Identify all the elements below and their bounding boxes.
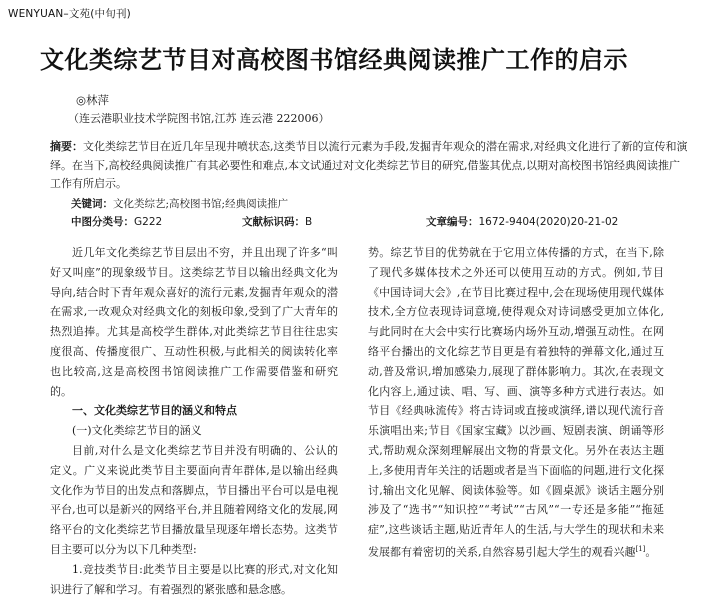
features-text-end: 。 (645, 545, 657, 559)
clc-label: 中图分类号： (71, 216, 134, 228)
body-column-right (368, 243, 664, 562)
definition-paragraph: 目前,对什么是文化类综艺节目并没有明确的、公认的定义。广义来说此类节目主要面向青年群体,是以输出经典文化作为节目的出发点和落脚点，节目播出平台可以是电视平台,也可以是新兴的网络平台,并且随着网络文化的发展,网络平台的文化类综艺节目播放量呈现逐年增长态势。这类节目主要可以分为以下几种类型: (50, 443, 338, 556)
doc-code-label: 文献标识码： (242, 216, 305, 228)
clc-number (71, 214, 162, 229)
type-paragraph: 1.竞技类节目:此类节目主要是以比赛的形式,对文化知识进行了解和学习。有着强烈的紧张感和悬念感。 (50, 562, 338, 596)
features-paragraph (368, 243, 664, 562)
abstract (50, 138, 690, 194)
intro-paragraph: 近几年文化类综艺节目层出不穷，并且出现了许多“叫好又叫座”的现象级节目。这类综艺节目以输出经典文化为导向,结合时下青年观众喜好的流行元素,发掘青年观众的潜在需求,一改观众对经典文化的刻板印象,受到了广大青年的热烈追捧。尤其是高校学生群体,对此类综艺节目往往忠实度很高、传播度很广、互动性积极,与此相关的阅读转化率也比较高,这是高校图书馆阅读推广工作需要借鉴和研究的。 (50, 246, 338, 398)
doc-code-value: B (305, 216, 313, 228)
subsection-heading: (一)文化类综艺节目的涵义 (72, 424, 202, 438)
article-number (426, 214, 618, 229)
citation-marker: [1] (635, 544, 646, 553)
article-title: 文化类综艺节目对高校图书馆经典阅读推广工作的启示 (40, 46, 628, 74)
article-no-label: 文章编号： (426, 216, 479, 228)
journal-header: WENYUAN–文苑(中旬刊) (8, 8, 131, 20)
keywords (71, 196, 288, 211)
document-code (242, 214, 312, 229)
article-no-value: 1672-9404(2020)20-21-02 (478, 216, 619, 228)
keywords-text: 文化类综艺;高校图书馆;经典阅读推广 (113, 198, 289, 210)
features-text: 势。综艺节目的优势就在于它用立体传播的方式，在当下,除了现代多媒体技术之外还可以使用互动的方式。例如,节目《中国诗词大会》,在节目比赛过程中,会在现场使用现代媒体技术,全方位表现诗词意境,使得观众对诗词感受更加立体化,与此同时在大会中实行比赛场内场外互动,增强互动性。在网络平台播出的文化综艺节目更是有着独特的弹幕文化,通过互动,普及常识,增加感染力,展现了群体影响力。其次,在表现文化内容上,通过读、唱、写、画、演等多种方式进行表达。如节目《经典咏流传》将古诗词或直接或演绎,谱以现代流行音乐演唱出来;节目《国家宝藏》以沙画、短剧表演、朗诵等形式,帮助观众深刻理解展出文物的背景文化。另外在表达主题上,多使用青年关注的话题或者是当下面临的问题,进行文化探讨,输出文化见解、阅读体验等。如《圆桌派》谈话主题分别涉及了“选书”“知识控”“考试”“古风”“一专还是多能”“拖延症”,这些谈话主题,贴近青年人的生活,与大学生的现状和未来发展都有着密切的关系,自然容易引起大学生的观看兴趣 (368, 246, 664, 559)
author-affiliation: （连云港职业技术学院图书馆,江苏 连云港 222006） (68, 112, 330, 125)
abstract-text: 文化类综艺节目在近几年呈现井喷状态,这类节目以流行元素为手段,发掘青年观众的潜在需求,对经典文化进行了新的宣传和演绎。在当下,高校经典阅读推广有其必要性和难点,本文试通过对文化类综艺节目的研究,借鉴其优点,以期对高校图书馆经典阅读推广工作有所启示。 (50, 140, 688, 190)
keywords-label: 关键词： (71, 198, 113, 210)
article-author: ◎林萍 (76, 93, 110, 107)
clc-value: G222 (134, 216, 163, 228)
abstract-label: 摘要： (50, 140, 83, 153)
body-column-left (50, 243, 338, 599)
section-heading: 一、文化类综艺节目的涵义和特点 (72, 404, 237, 418)
